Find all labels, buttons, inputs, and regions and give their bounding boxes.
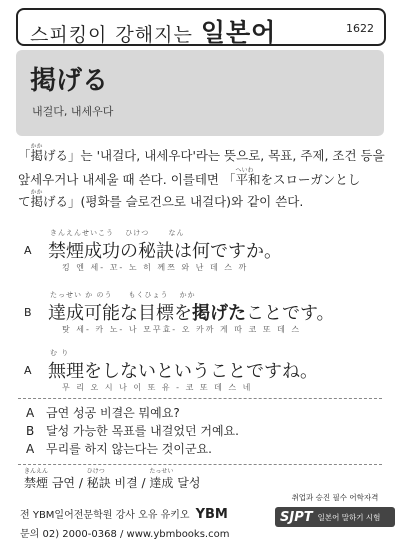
translation-line: A 무리를 하지 않는다는 것이군요. xyxy=(26,442,212,456)
ruby-kanji: かか 掲 xyxy=(30,189,44,209)
translation-line: A 금연 성공 비결은 뭐예요? xyxy=(26,406,180,420)
divider xyxy=(18,398,382,399)
sjpt-subtitle: 일본어 말하기 시험 xyxy=(317,512,381,522)
speaker-label: A xyxy=(26,442,35,456)
divider xyxy=(18,464,382,465)
japanese-sentence: 達成可能な目標を掲げたことです。 xyxy=(48,303,335,324)
sjpt-logo: SJPT xyxy=(280,509,313,525)
ruby-kanji: かか 掲 xyxy=(30,143,44,163)
word-title: 掲げる xyxy=(30,66,109,96)
vocab-list: きんえん 禁煙 금연 / ひけつ 秘訣 비결 / たっせい 達成 달성 xyxy=(24,468,201,490)
series-title xyxy=(30,13,276,49)
speaker-label: B xyxy=(24,306,32,319)
sjpt-banner xyxy=(275,507,395,527)
japanese-sentence: 無理をしないということですね。 xyxy=(48,361,318,382)
korean-pronunciation: 킹 엔 세- 꼬- 노 히 께쯔 와 난 데 스 까 xyxy=(62,263,249,272)
word-meaning: 내걸다, 내세우다 xyxy=(32,105,114,118)
speaker-label: A xyxy=(24,364,32,377)
series-title-part2: 강해지는 xyxy=(115,24,193,46)
speaker-label: A xyxy=(26,406,35,420)
word-panel xyxy=(16,50,384,136)
ybm-logo: YBM xyxy=(195,507,228,522)
sjpt-ad xyxy=(275,492,395,527)
korean-pronunciation: 무 리 오 시 나 이 또 유 - 코 또 데 스 네 xyxy=(62,383,253,392)
ruby-kanji: へいわ 平和 xyxy=(235,167,261,187)
vocab-word: きんえん 禁煙 xyxy=(24,468,49,490)
explanation-line-3: て かか 掲げる」(평화를 슬로건으로 내걸다)와 같이 쓴다. xyxy=(18,189,304,209)
furigana: たっせい か のう もくひょう かか xyxy=(50,291,196,299)
explanation-line-2: 앞세우거나 내세울 때 쓴다. 이를테면 「 へいわ 平和をスローガンとし xyxy=(18,167,361,187)
furigana: む り xyxy=(50,349,70,357)
vocab-word: ひけつ 秘訣 xyxy=(86,468,111,490)
sjpt-caption: 취업과 승진 필수 어학자격 xyxy=(291,493,379,502)
explanation-line-1: 「 かか 掲げる」는 '내걸다, 내세우다'라는 뜻으로, 목표, 주제, 조건 등을 xyxy=(18,143,385,163)
author-credit: 전 YBM일어전문학원 강사 오유 유키오 YBM xyxy=(20,507,228,522)
page xyxy=(10,6,390,540)
furigana: きんえんせいこう ひけつ なん xyxy=(50,229,185,237)
korean-pronunciation: 탓 세- 카 노- 나 모꾸효- 오 카까 게 따 코 또 데 스 xyxy=(62,325,302,334)
series-header xyxy=(16,8,386,46)
series-title-part3: 일본어 xyxy=(200,18,277,47)
vocab-word: たっせい 達成 xyxy=(149,468,174,490)
speaker-label: A xyxy=(24,244,32,257)
series-title-part1: 스피킹이 xyxy=(30,24,108,46)
page-number: 1622 xyxy=(346,22,374,35)
speaker-label: B xyxy=(26,424,35,438)
contact-info: 문의 02) 2000-0368 / www.ybmbooks.com xyxy=(20,529,230,540)
translation-line: B 달성 가능한 목표를 내걸었던 거예요. xyxy=(26,424,239,438)
japanese-sentence: 禁煙成功の秘訣は何ですか。 xyxy=(48,241,282,262)
